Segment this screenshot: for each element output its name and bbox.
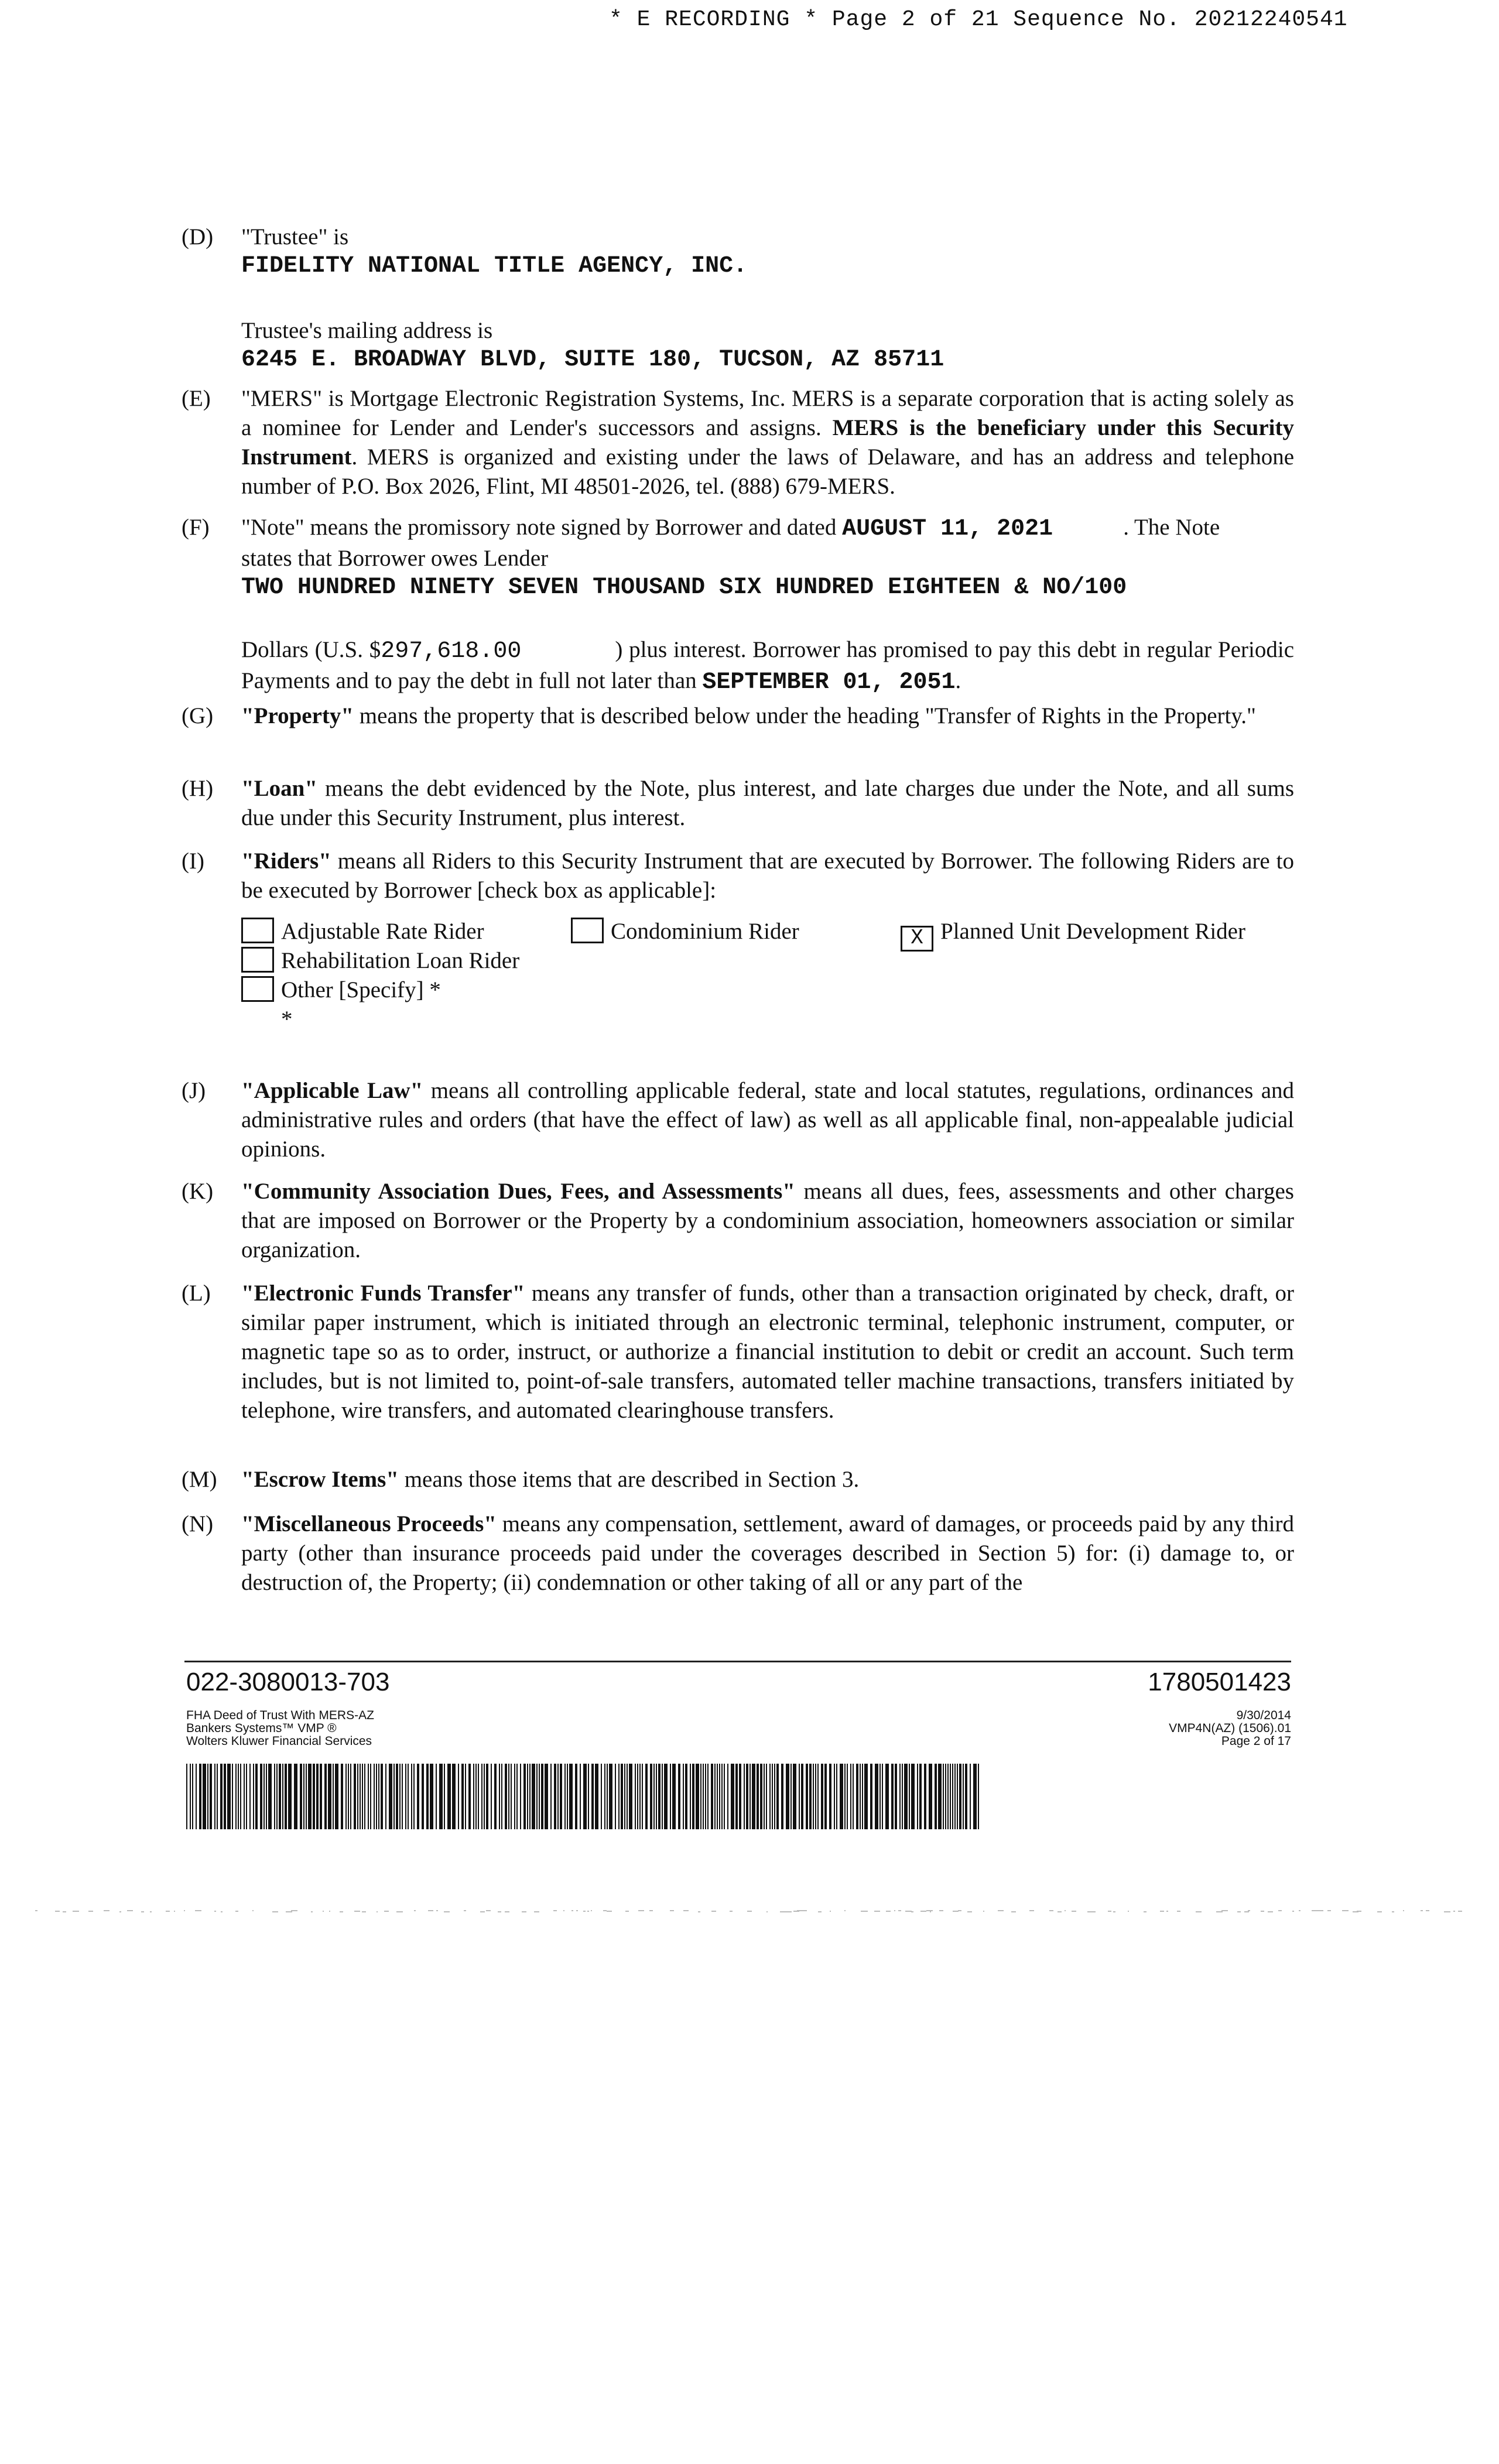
term-community-association: "Community Association Dues, Fees, and Assessments" bbox=[241, 1179, 795, 1204]
recording-stamp: * E RECORDING * Page 2 of 21 Sequence No. 20212240541 bbox=[609, 7, 1348, 32]
miscellaneous-proceeds-definition: means any compensation, settlement, award of damages, or proceeds paid by any third party (other than insurance proceeds paid under the coverages described in Section 5) for: (i) damage to, or destruction of, the Property; (ii) condemnation or other taking of all or any part of the bbox=[241, 1511, 1294, 1595]
community-association-definition: means all dues, fees, assessments and other charges that are imposed on Borrower or the Property by a condominium association, homeowners association or similar organization. bbox=[241, 1179, 1294, 1262]
section-letter: (D) bbox=[182, 224, 214, 249]
planned-unit-checkbox[interactable]: X bbox=[901, 926, 933, 952]
min-number: 1780501423 bbox=[1148, 1668, 1291, 1696]
rider-row-1 bbox=[241, 917, 1294, 950]
note-text-d: ) plus interest. Borrower has promised to pay this debt in regular Periodic Payments and to pay the debt in full not later than bbox=[241, 637, 1295, 693]
loan-amount-words: TWO HUNDRED NINETY SEVEN THOUSAND SIX HUNDRED EIGHTEEN & NO/100 bbox=[241, 574, 1127, 601]
note-date: AUGUST 11, 2021 bbox=[842, 516, 1053, 542]
section-letter: (I) bbox=[182, 848, 204, 874]
section-letter: (L) bbox=[182, 1281, 211, 1306]
term-loan: "Loan" bbox=[241, 776, 318, 801]
mers-definition bbox=[241, 384, 1294, 501]
mers-text-b: . MERS is organized and existing under the laws of Delaware, and has an address and telephone number of P.O. Box 2026, Flint, MI 48501-2026, tel. (888) 679-MERS. bbox=[241, 444, 1294, 499]
rider-label: Rehabilitation Loan Rider bbox=[281, 948, 520, 973]
rider-label: Adjustable Rate Rider bbox=[281, 919, 484, 944]
rider-adjustable-rate bbox=[241, 917, 484, 946]
term-miscellaneous-proceeds: "Miscellaneous Proceeds" bbox=[241, 1511, 497, 1536]
property-definition: means the property that is described below under the heading "Transfer of Rights in the Property." bbox=[354, 703, 1256, 728]
note-text-a: "Note" means the promissory note signed by Borrower and dated bbox=[241, 515, 843, 540]
adjustable-rate-checkbox[interactable] bbox=[241, 918, 274, 943]
note-owes-text: states that Borrower owes Lender bbox=[241, 546, 549, 571]
scan-artifact-line bbox=[0, 1909, 1499, 1914]
section-letter: (M) bbox=[182, 1467, 217, 1492]
applicable-law-definition: means all controlling applicable federal, state and local statutes, regulations, ordinances and administrative rules and orders (that have the effect of law) as well as all applicable final, non-appealable judicial opinions. bbox=[241, 1078, 1295, 1162]
section-d bbox=[182, 223, 1294, 375]
mers-beneficiary-text: MERS is the beneficiary under this Security Instrument bbox=[241, 415, 1294, 470]
term-escrow-items: "Escrow Items" bbox=[241, 1467, 399, 1492]
rider-other bbox=[241, 976, 441, 1005]
section-letter: (N) bbox=[182, 1511, 214, 1536]
trustee-intro: "Trustee" is bbox=[241, 224, 349, 249]
term-electronic-funds-transfer: "Electronic Funds Transfer" bbox=[241, 1281, 525, 1306]
section-h bbox=[182, 774, 1294, 833]
loan-amount-number: 297,618.00 bbox=[381, 638, 522, 665]
section-i bbox=[182, 847, 1294, 1034]
rider-label: Other [Specify] * bbox=[281, 977, 441, 1002]
section-letter: (F) bbox=[182, 515, 210, 540]
other-specify-line: * bbox=[281, 1007, 293, 1032]
term-property: "Property" bbox=[241, 703, 354, 728]
note-text-e: . bbox=[955, 668, 961, 693]
section-e bbox=[182, 384, 1294, 501]
note-payment-text bbox=[241, 635, 1294, 697]
section-letter: (H) bbox=[182, 776, 214, 801]
section-letter: (G) bbox=[182, 703, 214, 728]
rider-row-3 bbox=[241, 976, 1294, 1005]
other-checkbox[interactable] bbox=[241, 976, 274, 1002]
section-letter: (E) bbox=[182, 386, 211, 411]
trustee-address: 6245 E. BROADWAY BLVD, SUITE 180, TUCSON, AZ 85711 bbox=[241, 347, 944, 373]
maturity-date: SEPTEMBER 01, 2051 bbox=[702, 669, 956, 696]
rider-condominium bbox=[571, 917, 799, 946]
section-k bbox=[182, 1177, 1294, 1265]
note-text-b: . The Note bbox=[1123, 515, 1220, 540]
note-definition bbox=[241, 513, 1294, 544]
rider-row-2 bbox=[241, 946, 1294, 976]
section-f bbox=[182, 513, 1294, 697]
barcode-image bbox=[186, 1764, 983, 1829]
form-title: FHA Deed of Trust With MERS-AZ bbox=[186, 1709, 374, 1722]
section-letter: (J) bbox=[182, 1078, 206, 1103]
riders-definition: means all Riders to this Security Instrument that are executed by Borrower. The following Riders are to be executed by Borrower [check box as applicable]: bbox=[241, 848, 1294, 903]
form-company: Wolters Kluwer Financial Services bbox=[186, 1734, 372, 1748]
section-n bbox=[182, 1510, 1294, 1597]
trustee-address-label: Trustee's mailing address is bbox=[241, 318, 493, 343]
footer-divider bbox=[184, 1661, 1291, 1662]
electronic-funds-transfer-definition: means any transfer of funds, other than a transaction originated by check, draft, or similar paper instrument, which is initiated through an electronic terminal, telephonic instrument, computer, or magnetic tape so as to order, instruct, or authorize a financial institution to debit or credit an account. Such term includes, but is not limited to, point-of-sale transfers, automated teller machine transactions, transfers initiated by telephone, wire transfers, and automated clearinghouse transfers. bbox=[241, 1281, 1294, 1423]
rider-label: Planned Unit Development Rider bbox=[940, 919, 1245, 944]
term-riders: "Riders" bbox=[241, 848, 331, 874]
section-g bbox=[182, 701, 1294, 731]
trustee-name: FIDELITY NATIONAL TITLE AGENCY, INC. bbox=[241, 253, 748, 279]
section-j bbox=[182, 1076, 1294, 1164]
section-l bbox=[182, 1279, 1294, 1425]
form-code: VMP4N(AZ) (1506).01 bbox=[1169, 1722, 1291, 1735]
rider-rehabilitation bbox=[241, 946, 519, 976]
form-date: 9/30/2014 bbox=[1236, 1709, 1291, 1722]
rider-label: Condominium Rider bbox=[611, 919, 799, 944]
rehabilitation-checkbox[interactable] bbox=[241, 947, 274, 973]
form-page-number: Page 2 of 17 bbox=[1221, 1734, 1291, 1748]
section-m bbox=[182, 1465, 1294, 1494]
condominium-checkbox[interactable] bbox=[571, 918, 604, 943]
dollars-prefix: Dollars (U.S. $ bbox=[241, 637, 381, 662]
mers-text-a: "MERS" is Mortgage Electronic Registration Systems, Inc. MERS is a separate corporation that is acting solely as a nominee for Lender and Lender's successors and assigns. bbox=[241, 386, 1294, 440]
term-applicable-law: "Applicable Law" bbox=[241, 1078, 423, 1103]
rider-row-4 bbox=[241, 1005, 1294, 1034]
section-letter: (K) bbox=[182, 1179, 214, 1204]
loan-number: 022-3080013-703 bbox=[186, 1668, 390, 1696]
loan-definition: means the debt evidenced by the Note, plus interest, and late charges due under the Note, and all sums due under this Security Instrument, plus interest. bbox=[241, 776, 1294, 830]
escrow-items-definition: means those items that are described in Section 3. bbox=[398, 1467, 860, 1492]
form-publisher: Bankers Systems™ VMP ® bbox=[186, 1722, 337, 1735]
